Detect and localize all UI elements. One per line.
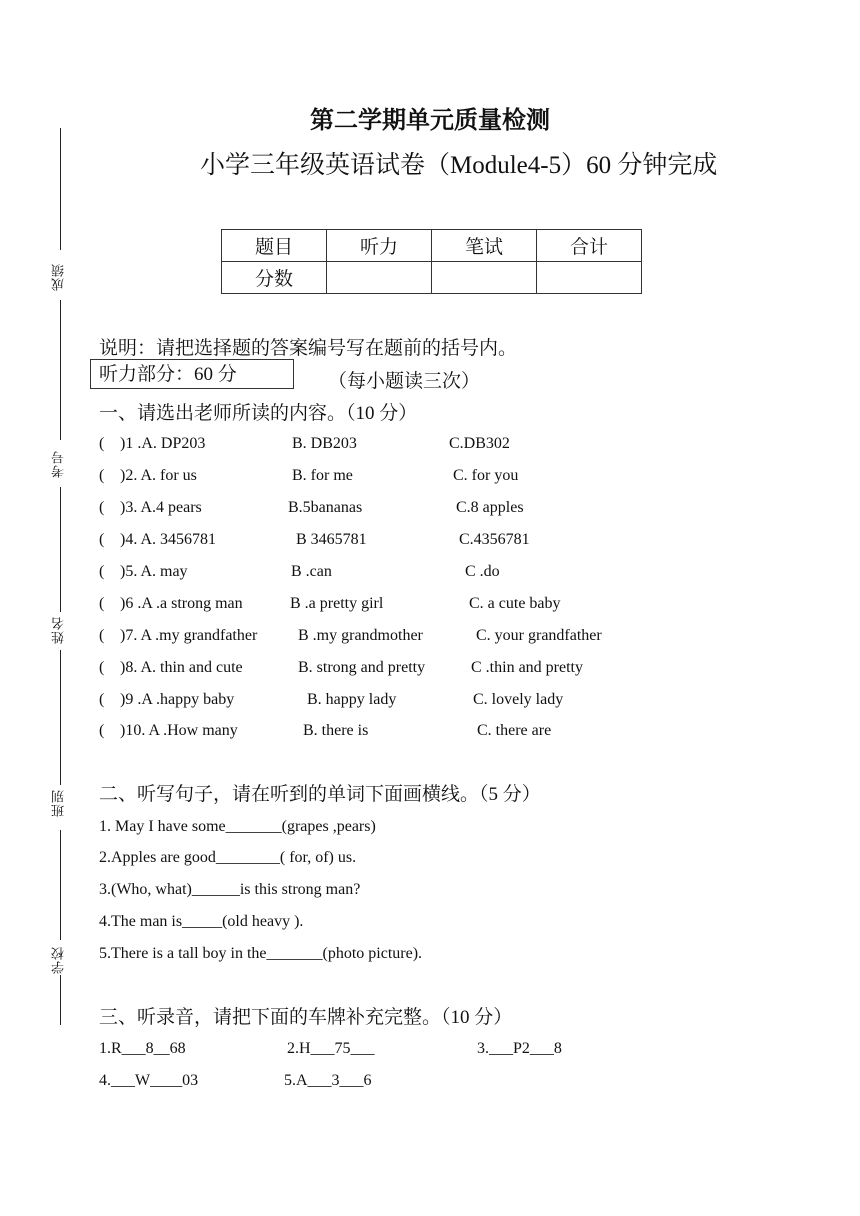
question-6-c: C. a cute baby	[469, 595, 561, 612]
section2-title: 二、听写句子，请在听到的单词下面画横线。（5 分）	[99, 784, 541, 805]
instructions: 说明：请把选择题的答案编号写在题前的括号内。	[99, 338, 518, 359]
answer-paren[interactable]: (	[99, 722, 105, 739]
answer-paren[interactable]: (	[99, 499, 105, 516]
plate-4: 4.___W____03	[99, 1072, 199, 1089]
question-9-c: C. lovely lady	[473, 691, 564, 708]
margin-label-score: 成绩	[51, 263, 66, 291]
margin-line	[60, 830, 61, 940]
plate-2: 2.H___75___	[287, 1040, 375, 1057]
question-5-b: B .can	[291, 563, 332, 580]
answer-paren[interactable]: (	[99, 435, 105, 452]
score-cell-total[interactable]	[537, 262, 642, 294]
question-3-c: C.8 apples	[456, 499, 524, 516]
score-header-written: 笔试	[432, 230, 537, 262]
question-1-a: )1 .A. DP203	[120, 435, 206, 452]
listening-part-box: 听力部分：60 分	[90, 359, 294, 389]
question-2-c: C. for you	[453, 467, 519, 484]
margin-line	[60, 650, 61, 785]
question-5-a: )5. A. may	[120, 563, 188, 580]
section3-title: 三、听录音，请把下面的车牌补充完整。（10 分）	[99, 1007, 513, 1028]
answer-paren[interactable]: (	[99, 467, 105, 484]
margin-label-exam-number: 考号	[51, 450, 66, 478]
listening-note: （每小题读三次）	[328, 371, 481, 392]
plate-1: 1.R___8__68	[99, 1040, 186, 1057]
answer-paren[interactable]: (	[99, 659, 105, 676]
question-4-c: C.4356781	[459, 531, 530, 548]
question-8-a: )8. A. thin and cute	[120, 659, 243, 676]
question-7-b: B .my grandmother	[298, 627, 423, 644]
answer-paren[interactable]: (	[99, 627, 105, 644]
dictation-sentence-2: 2.Apples are good________( for, of) us.	[99, 849, 357, 866]
margin-line	[60, 128, 61, 250]
question-1-c: C.DB302	[449, 435, 510, 452]
score-cell-listening[interactable]	[327, 262, 432, 294]
plate-5: 5.A___3___6	[284, 1072, 372, 1089]
section1-title: 一、请选出老师所读的内容。（10 分）	[99, 403, 418, 424]
score-cell-written[interactable]	[432, 262, 537, 294]
question-4-a: )4. A. 3456781	[120, 531, 216, 548]
question-2-b: B. for me	[292, 467, 353, 484]
answer-paren[interactable]: (	[99, 531, 105, 548]
question-6-a: )6 .A .a strong man	[120, 595, 243, 612]
question-10-c: C. there are	[477, 722, 552, 739]
question-7-a: )7. A .my grandfather	[120, 627, 258, 644]
dictation-sentence-3: 3.(Who, what)______is this strong man?	[99, 881, 361, 898]
question-2-a: )2. A. for us	[120, 467, 197, 484]
question-6-b: B .a pretty girl	[290, 595, 384, 612]
question-5-c: C .do	[465, 563, 500, 580]
dictation-sentence-1: 1. May I have some_______(grapes ,pears)	[99, 818, 376, 835]
question-3-a: )3. A.4 pears	[120, 499, 202, 516]
question-3-b: B.5bananas	[288, 499, 363, 516]
question-8-b: B. strong and pretty	[298, 659, 426, 676]
score-row-label: 分数	[222, 262, 327, 294]
score-header-total: 合计	[537, 230, 642, 262]
question-10-b: B. there is	[303, 722, 369, 739]
exam-subtitle: 小学三年级英语试卷（Module4-5）60 分钟完成	[200, 152, 718, 179]
margin-label-name: 姓名	[51, 616, 66, 644]
dictation-sentence-4: 4.The man is_____(old heavy ).	[99, 913, 304, 930]
dictation-sentence-5: 5.There is a tall boy in the_______(photo picture).	[99, 945, 423, 962]
question-9-b: B. happy lady	[307, 691, 397, 708]
score-header-item: 题目	[222, 230, 327, 262]
question-9-a: )9 .A .happy baby	[120, 691, 235, 708]
question-10-a: )10. A .How many	[120, 722, 238, 739]
plate-3: 3.___P2___8	[477, 1040, 562, 1057]
answer-paren[interactable]: (	[99, 691, 105, 708]
margin-line	[60, 975, 61, 1025]
margin-label-class: 班别	[51, 789, 66, 817]
answer-paren[interactable]: (	[99, 563, 105, 580]
question-1-b: B. DB203	[292, 435, 357, 452]
score-header-listening: 听力	[327, 230, 432, 262]
margin-line	[60, 300, 61, 440]
question-8-c: C .thin and pretty	[471, 659, 583, 676]
margin-line	[60, 487, 61, 612]
answer-paren[interactable]: (	[99, 595, 105, 612]
score-table	[221, 229, 642, 294]
question-4-b: B 3465781	[296, 531, 367, 548]
question-7-c: C. your grandfather	[476, 627, 602, 644]
margin-label-school: 学校	[51, 946, 66, 974]
exam-title: 第二学期单元质量检测	[310, 108, 550, 134]
